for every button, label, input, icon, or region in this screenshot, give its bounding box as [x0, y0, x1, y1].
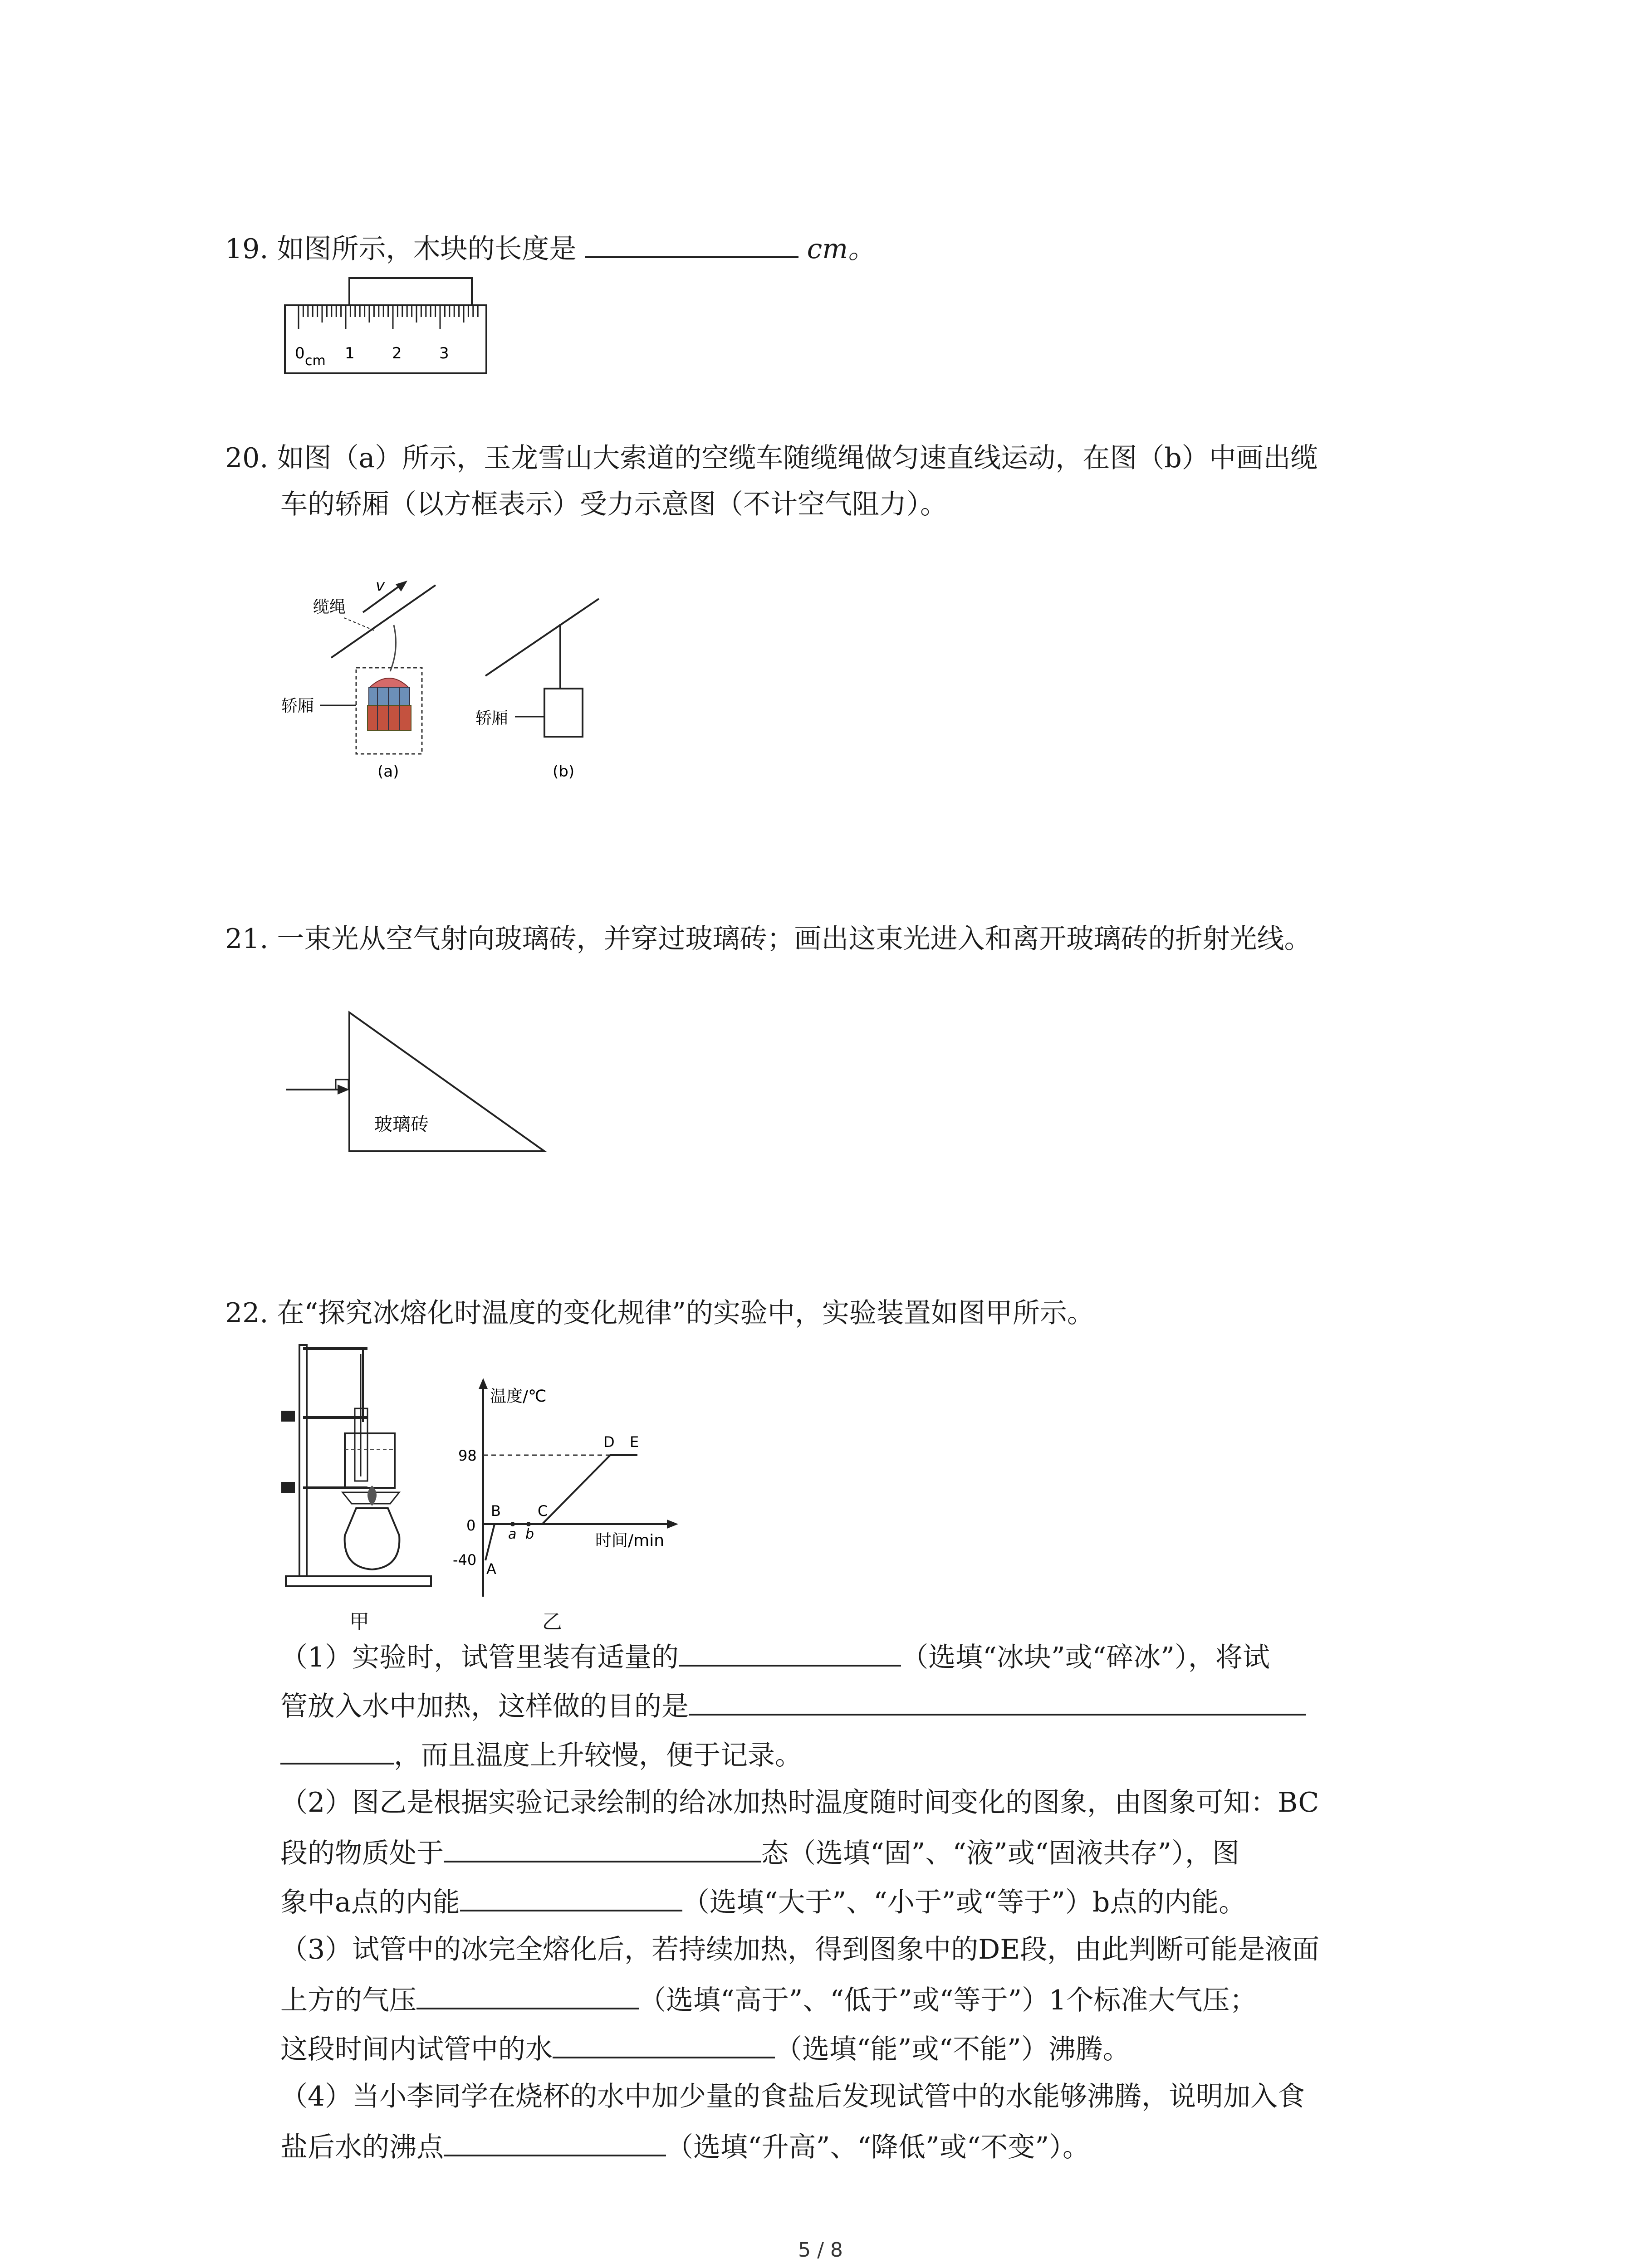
- glass-label: 玻璃砖: [374, 1114, 429, 1135]
- caption-yi: 乙: [542, 1610, 562, 1633]
- q20-number: 20.: [225, 442, 269, 474]
- q22-p1-text-b: （选填“冰块”或“碎冰”），将试: [901, 1642, 1270, 1673]
- graph-x-arrow: [667, 1520, 678, 1529]
- cabin-roof: [370, 678, 408, 687]
- graph-label-B: B: [491, 1502, 501, 1520]
- stand-rod: [299, 1345, 307, 1576]
- graph-point-a: [510, 1522, 515, 1526]
- q22-p4-blank-1[interactable]: [444, 2127, 666, 2156]
- cable-line-b: [485, 599, 599, 676]
- q22-p3-text-a: （3）试管中的冰完全熔化后，若持续加热，得到图象中的DE段，由此判断可能是液面: [280, 1934, 1320, 1965]
- graph-point-b: [526, 1522, 531, 1526]
- cabin-box-b: [544, 689, 583, 737]
- q20-figure: [277, 567, 612, 789]
- graph-mark-b: b: [525, 1526, 534, 1542]
- q22-caption-yi-line: [542, 1601, 562, 1640]
- q22-p1-line-1: [280, 1637, 1270, 1676]
- graph-x-label: 时间/min: [595, 1531, 665, 1550]
- q19-line: [225, 229, 875, 267]
- caption-b: (b): [553, 763, 575, 781]
- q19-unit: cm。: [807, 233, 876, 265]
- graph-label-D: D: [603, 1433, 615, 1451]
- graph-y-arrow: [479, 1378, 488, 1389]
- q22-p4-text-c: （选填“升高”、“降低”或“不变”）。: [666, 2131, 1090, 2163]
- alcohol-lamp: [345, 1508, 400, 1569]
- q22-graph-figure: [449, 1374, 685, 1610]
- q22-p1-text-a: （1）实验时，试管里装有适量的: [280, 1642, 679, 1673]
- cabin-label-b: 轿厢: [475, 709, 509, 728]
- beaker: [345, 1433, 395, 1488]
- ruler-label-3: 3: [439, 344, 449, 362]
- q22-p2-line-1: [280, 1784, 1319, 1821]
- graph-label-A: A: [486, 1560, 496, 1578]
- q22-p1-line-2: [280, 1686, 1306, 1725]
- ruler-label-0: 0: [295, 344, 305, 362]
- q22-p2-blank-2[interactable]: [460, 1882, 682, 1911]
- q20-line-2: [280, 486, 947, 523]
- q22-p1-blank-2-cont[interactable]: [280, 1735, 394, 1765]
- caption-a: (a): [377, 763, 399, 781]
- q22-p4-text-a: （4）当小李同学在烧杯的水中加少量的食盐后发现试管中的水能够沸腾，说明加入食: [280, 2081, 1305, 2112]
- q22-p3-line-3: [280, 2029, 1130, 2068]
- q22-line: [225, 1295, 1094, 1331]
- stand-base: [286, 1576, 431, 1586]
- q22-p2-text-c: 态（选填“固”、“液”或“固液共存”），图: [761, 1838, 1240, 1869]
- q19-number: 19.: [225, 233, 269, 265]
- q22-p2-text-d: 象中a点的内能: [280, 1887, 460, 1918]
- q21-number: 21.: [225, 923, 269, 955]
- page-number: 5 / 8: [798, 2239, 843, 2262]
- q22-apparatus-figure: [277, 1340, 440, 1631]
- q22-p3-text-c: （选填“高于”、“低于”或“等于”）1个标准大气压；: [639, 1984, 1257, 2016]
- cable-line-a: [331, 585, 436, 658]
- q19-ruler-figure: [281, 274, 490, 379]
- q22-p1-blank-1[interactable]: [679, 1637, 901, 1667]
- q22-text: 在“探究冰熔化时温度的变化规律”的实验中，实验装置如图甲所示。: [277, 1297, 1094, 1329]
- wood-block: [349, 278, 472, 305]
- cabin-label-a: 轿厢: [281, 697, 314, 715]
- ruler-ticks: [299, 306, 478, 329]
- q21-text: 一束光从空气射向玻璃砖，并穿过玻璃砖；画出这束光进入和离开玻璃砖的折射光线。: [277, 923, 1312, 955]
- q22-p1-line-3: [280, 1735, 802, 1774]
- q22-p2-text-e: （选填“大于”、“小于”或“等于”）b点的内能。: [682, 1887, 1246, 1918]
- graph-tick-98: 98: [458, 1447, 477, 1464]
- ruler-label-cm: cm: [305, 353, 326, 369]
- q22-p2-text-a: （2）图乙是根据实验记录绘制的给冰加热时温度随时间变化的图象，由图象可知：BC: [280, 1787, 1319, 1818]
- velocity-arrowhead: [396, 581, 407, 591]
- graph-tick-neg40: -40: [453, 1551, 477, 1569]
- graph-label-C: C: [538, 1502, 548, 1520]
- q22-p3-text-d: 这段时间内试管中的水: [280, 2033, 553, 2065]
- cabin-windows: [369, 687, 410, 705]
- q22-p1-blank-2[interactable]: [689, 1686, 1306, 1716]
- q20-text-1: 如图（a）所示，玉龙雪山大索道的空缆车随缆绳做匀速直线运动，在图（b）中画出缆: [277, 442, 1318, 474]
- graph-mark-a: a: [508, 1526, 517, 1542]
- q22-p1-text-c: 管放入水中加热，这样做的目的是: [280, 1691, 689, 1722]
- q22-p3-line-1: [280, 1931, 1319, 1968]
- q22-p3-blank-1[interactable]: [416, 1980, 639, 2009]
- graph-label-E: E: [630, 1433, 639, 1451]
- cable-pointer: [344, 618, 374, 631]
- q22-number: 22.: [225, 1297, 269, 1329]
- ruler-label-2: 2: [392, 344, 402, 362]
- q21-figure: [281, 1007, 554, 1157]
- q19-text: 如图所示，木块的长度是: [277, 233, 577, 265]
- q22-p3-text-e: （选填“能”或“不能”）沸腾。: [775, 2033, 1130, 2065]
- velocity-label: v: [376, 577, 385, 595]
- q22-p3-blank-2[interactable]: [553, 2029, 775, 2058]
- q22-p4-text-b: 盐后水的沸点: [280, 2131, 444, 2163]
- ruler-label-1: 1: [345, 344, 355, 362]
- hanger-rod: [390, 625, 396, 671]
- caption-jia: 甲: [349, 1610, 369, 1633]
- q22-p2-blank-1[interactable]: [444, 1833, 761, 1862]
- q20-line-1: [225, 440, 1318, 476]
- q22-p3-text-b: 上方的气压: [280, 1984, 416, 2016]
- graph-y-label: 温度/℃: [490, 1387, 547, 1406]
- q22-p3-line-2: [280, 1980, 1257, 2019]
- graph-tick-0: 0: [466, 1517, 476, 1534]
- q22-p2-line-3: [280, 1882, 1246, 1921]
- clamp-knob-2: [281, 1482, 295, 1493]
- cabin-body: [367, 705, 411, 730]
- q22-p4-line-2: [280, 2127, 1090, 2165]
- q22-caption-jia-line: [349, 1601, 369, 1640]
- clamp-knob-1: [281, 1411, 295, 1422]
- q22-p2-text-b: 段的物质处于: [280, 1838, 444, 1869]
- q22-p2-line-2: [280, 1833, 1239, 1872]
- cable-label: 缆绳: [313, 598, 346, 616]
- q20-text-2: 车的轿厢（以方框表示）受力示意图（不计空气阻力）。: [280, 489, 947, 520]
- q21-line: [225, 921, 1312, 957]
- q22-p1-text-d: ，而且温度上升较慢，便于记录。: [394, 1740, 802, 1771]
- q19-answer-blank[interactable]: [585, 229, 798, 258]
- q22-p4-line-1: [280, 2078, 1305, 2115]
